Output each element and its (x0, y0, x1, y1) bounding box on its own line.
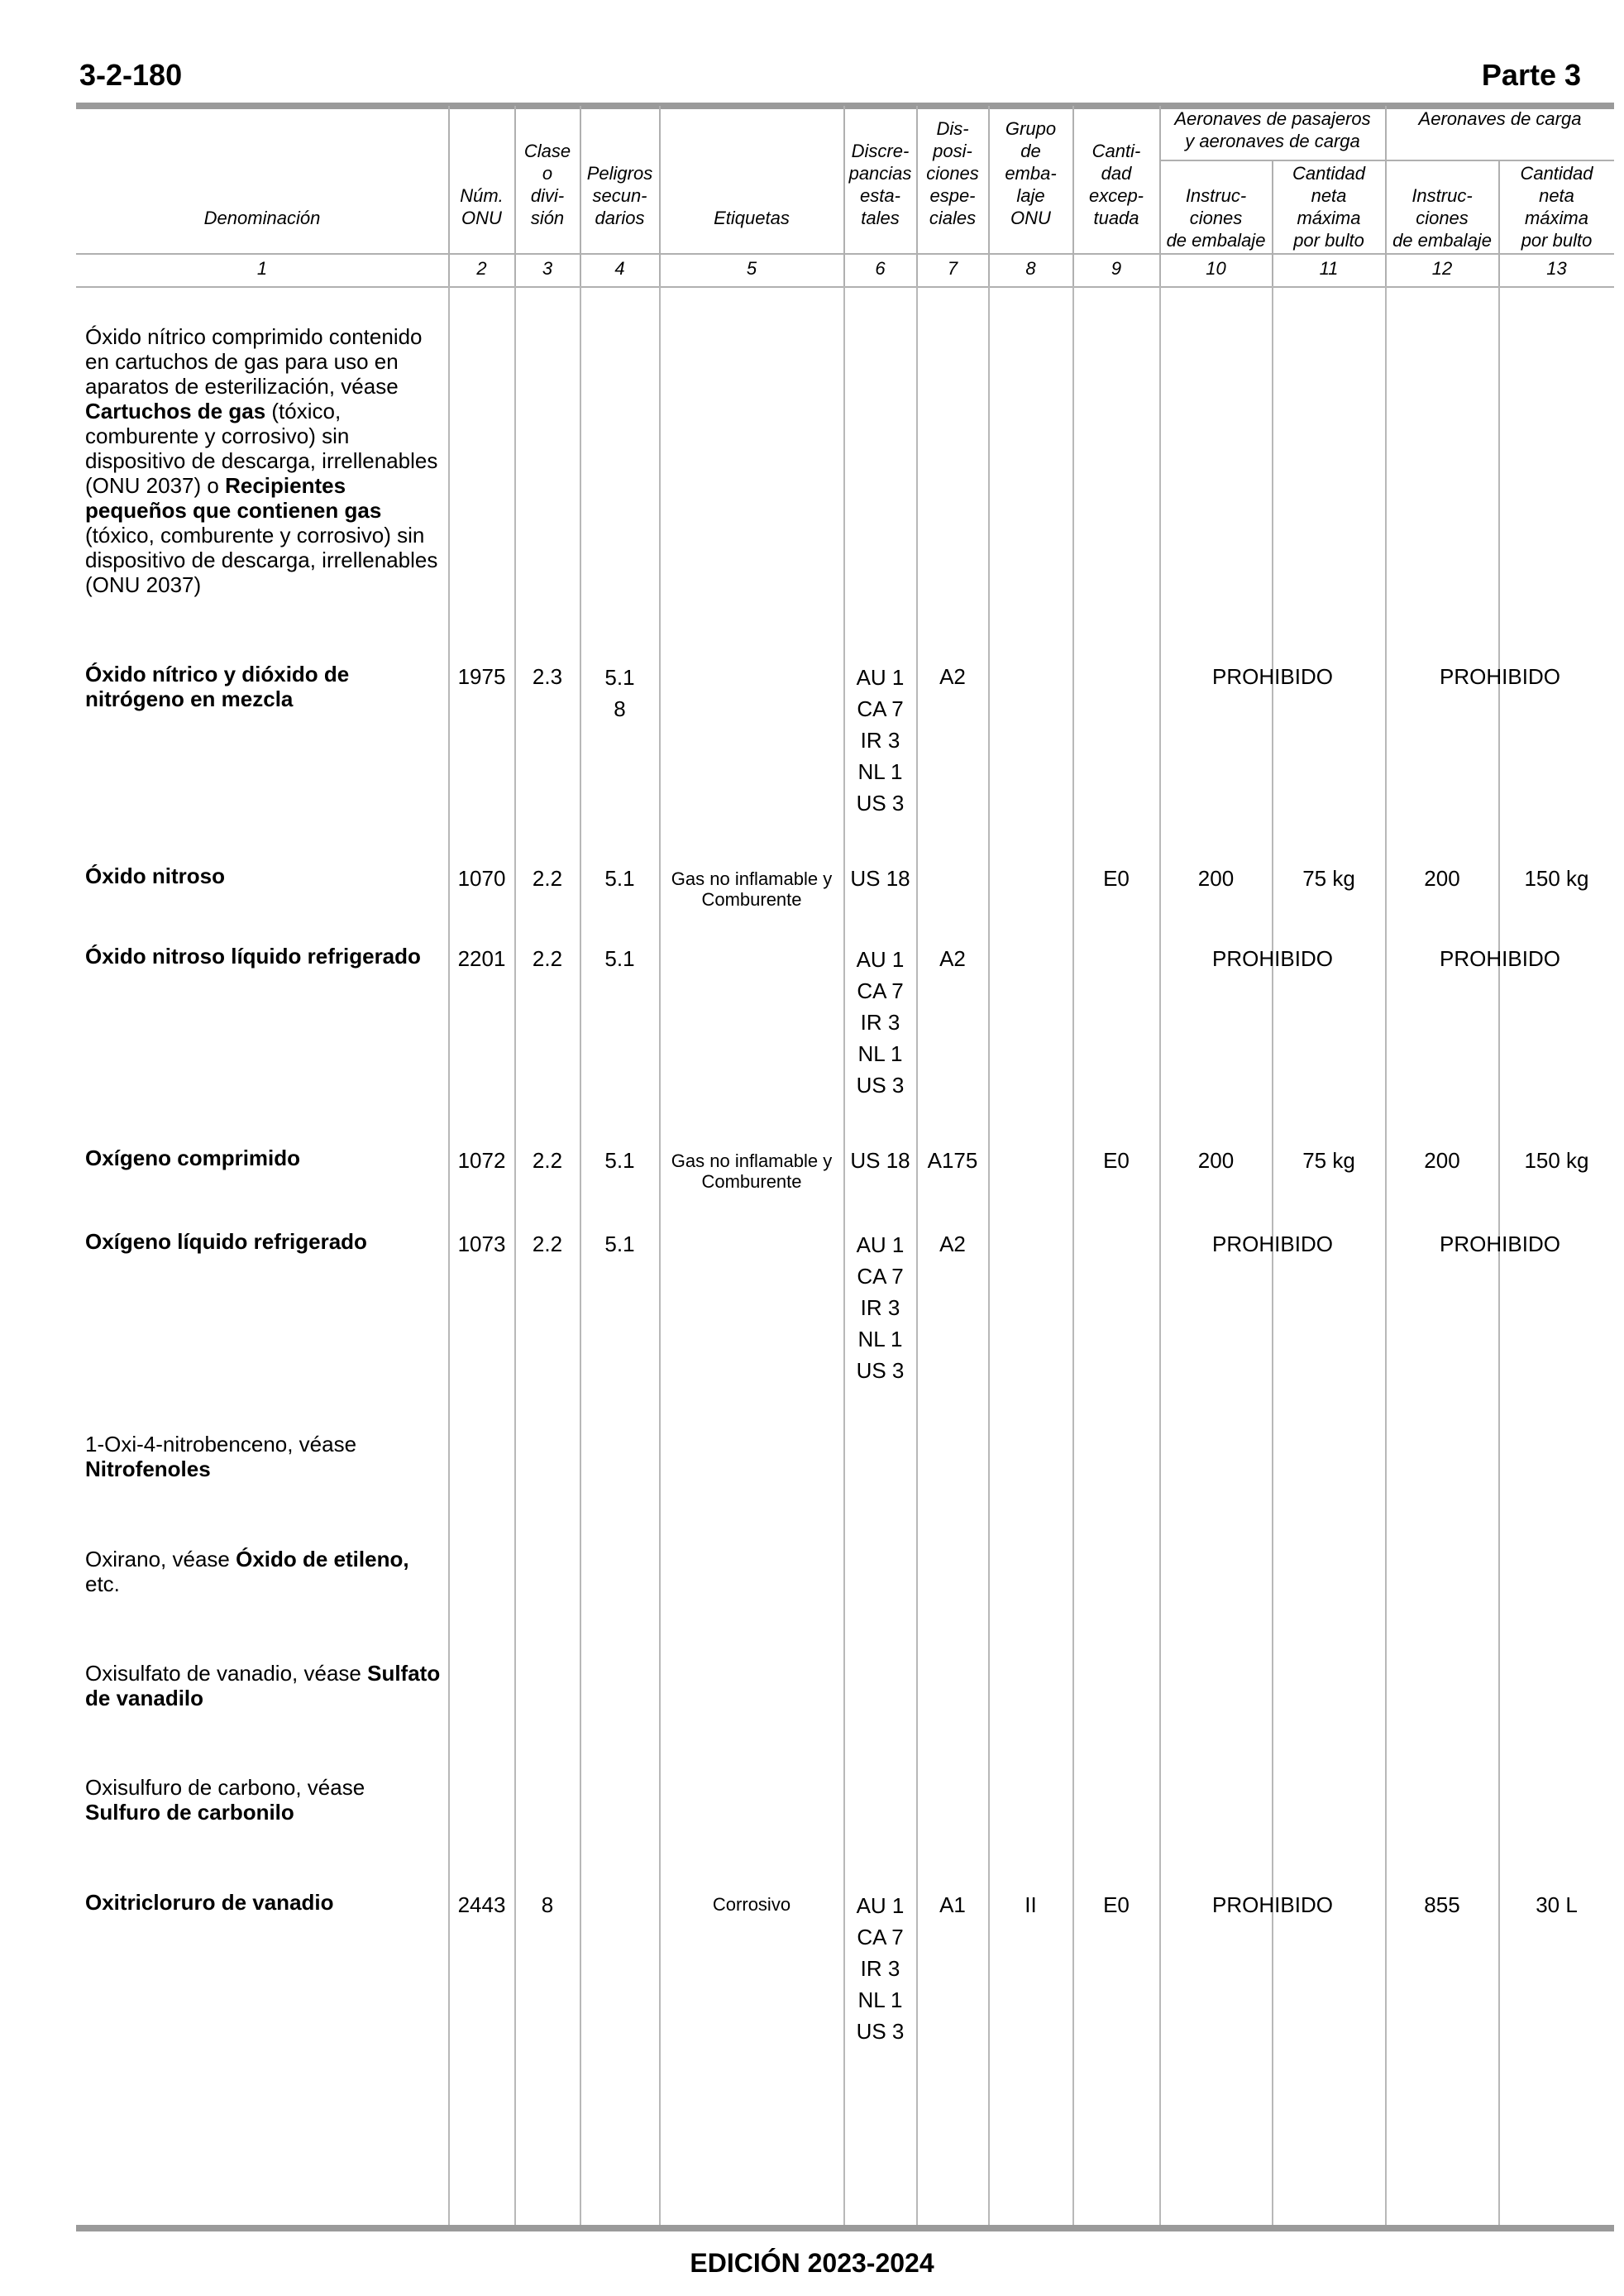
group-header-cargo-aircraft: Aeronaves de carga (1418, 108, 1582, 129)
column-number: 10 (1206, 258, 1226, 279)
column-header-subsidiary-hazards: Peligros secun- darios (586, 163, 653, 228)
state-variations: AU 1 CA 7 IR 3 NL 1 US 3 (856, 947, 905, 1098)
entry-name: 1-Oxi-4-nitrobenceno, véase Nitrofenoles (85, 1432, 357, 1481)
cargo-aircraft-status: PROHIBIDO (1440, 664, 1560, 689)
column-number: 11 (1319, 258, 1339, 279)
column-header-special-provisions: Dis- posi- ciones espe- ciales (926, 118, 979, 228)
entry-name: Oxirano, véase Óxido de etileno, etc. (85, 1547, 409, 1596)
passenger-packing-instruction: 200 (1197, 866, 1235, 891)
class-division: 2.2 (532, 866, 563, 891)
special-provisions: A2 (939, 946, 966, 971)
passenger-max-quantity: 75 kg (1302, 1148, 1355, 1173)
un-number: 1070 (457, 866, 506, 891)
entry-name: Óxido nítrico comprimido contenido en cartuchos de gas para uso en aparatos de esterilización, véase Cartuchos de gas (tóxico, comburente y corrosivo) sin dispositivo de descarga, irrellenables (ONU 2037) o Recipientes pequeños que contienen gas (tóxico, comburente y corrosivo) sin dispositivo de descarga, irrellenables (ONU 2037) (85, 324, 438, 597)
column-number: 2 (476, 258, 487, 279)
part-label: Parte 3 (1481, 58, 1581, 92)
entry-name: Oxisulfato de vanadio, véase Sulfato de vanadilo (85, 1661, 441, 1710)
column-number-divider (76, 286, 1614, 288)
un-number: 2201 (457, 946, 506, 971)
class-division: 8 (541, 1892, 554, 1917)
cargo-max-quantity: 150 kg (1524, 1148, 1589, 1173)
entry-name: Óxido nitroso (85, 863, 225, 888)
cargo-aircraft-status: PROHIBIDO (1440, 946, 1560, 971)
passenger-max-quantity: 75 kg (1302, 866, 1355, 891)
special-provisions: A175 (927, 1148, 978, 1173)
column-header-state-variations: Discre- pancias esta- tales (848, 141, 912, 228)
subsidiary-hazards: 5.1 (604, 1232, 635, 1256)
class-division: 2.3 (532, 664, 563, 689)
state-variations: US 18 (850, 1148, 910, 1173)
column-header-labels: Etiquetas (714, 208, 790, 228)
packing-group: II (1025, 1892, 1037, 1917)
column-number: 4 (614, 258, 625, 279)
cargo-packing-instruction: 855 (1424, 1892, 1460, 1917)
column-number: 3 (542, 258, 553, 279)
entry-name: Óxido nitroso líquido refrigerado (85, 944, 421, 969)
column-header-cargo-packing-instructions: Instruc- ciones de embalaje (1392, 185, 1492, 251)
column-number: 1 (256, 258, 268, 279)
excepted-quantity: E0 (1103, 1892, 1130, 1917)
excepted-quantity: E0 (1103, 1148, 1130, 1173)
body-col-divider (659, 286, 661, 2225)
column-number: 9 (1111, 258, 1122, 279)
un-number: 2443 (457, 1892, 506, 1917)
cargo-packing-instruction: 200 (1424, 1148, 1460, 1173)
entry-name: Oxígeno líquido refrigerado (85, 1229, 367, 1254)
special-provisions: A2 (939, 664, 966, 689)
class-division: 2.2 (532, 1148, 563, 1173)
state-variations: AU 1 CA 7 IR 3 NL 1 US 3 (856, 1893, 905, 2044)
column-header-cargo-max-quantity: Cantidad neta máxima por bulto (1520, 163, 1593, 251)
cargo-max-quantity: 30 L (1536, 1892, 1578, 1917)
passenger-aircraft-status: PROHIBIDO (1212, 1232, 1333, 1256)
excepted-quantity: E0 (1103, 866, 1130, 891)
column-number: 12 (1431, 258, 1453, 279)
subsidiary-hazards: 5.1 (604, 866, 635, 891)
column-header-un-number: Núm. ONU (460, 185, 504, 228)
un-number: 1975 (457, 664, 506, 689)
column-number: 8 (1025, 258, 1036, 279)
cargo-packing-instruction: 200 (1424, 866, 1460, 891)
column-header-passenger-packing-instructions: Instruc- ciones de embalaje (1166, 185, 1266, 251)
entry-name: Oxígeno comprimido (85, 1146, 301, 1170)
header-divider (76, 253, 1614, 255)
passenger-aircraft-status: PROHIBIDO (1212, 946, 1333, 971)
column-header-class: Clase o divi- sión (523, 141, 571, 228)
entry-name: Oxitricloruro de vanadio (85, 1890, 334, 1915)
passenger-aircraft-status: PROHIBIDO (1212, 664, 1333, 689)
hazard-labels: Gas no inflamable y Comburente (671, 1150, 833, 1192)
column-header-packing-group: Grupo de emba- laje ONU (1005, 118, 1057, 228)
un-number: 1072 (457, 1148, 506, 1173)
hazard-labels: Gas no inflamable y Comburente (671, 868, 833, 910)
table-bottom-rule (76, 2225, 1614, 2231)
subsidiary-hazards: 5.1 (604, 946, 635, 971)
body-col-divider (988, 286, 990, 2225)
entry-name: Oxisulfuro de carbono, véase Sulfuro de carbonilo (85, 1775, 365, 1825)
state-variations: AU 1 CA 7 IR 3 NL 1 US 3 (856, 665, 905, 816)
hazard-labels: Corrosivo (712, 1894, 791, 1915)
subsidiary-hazards: 5.1 8 (604, 665, 635, 721)
state-variations: AU 1 CA 7 IR 3 NL 1 US 3 (856, 1232, 905, 1383)
cargo-max-quantity: 150 kg (1524, 866, 1589, 891)
cargo-aircraft-status: PROHIBIDO (1440, 1232, 1560, 1256)
group-header-passenger-aircraft: Aeronaves de pasajeros y aeronaves de carga (1174, 108, 1371, 151)
special-provisions: A1 (939, 1892, 966, 1917)
edition-footer: EDICIÓN 2023-2024 (690, 2248, 934, 2278)
body-col-divider (1072, 286, 1074, 2225)
class-division: 2.2 (532, 946, 563, 971)
un-number: 1073 (457, 1232, 506, 1256)
column-number: 7 (947, 258, 958, 279)
passenger-aircraft-status: PROHIBIDO (1212, 1892, 1333, 1917)
column-header-passenger-max-quantity: Cantidad neta máxima por bulto (1292, 163, 1366, 251)
special-provisions: A2 (939, 1232, 966, 1256)
entry-name: Óxido nítrico y dióxido de nitrógeno en mezcla (85, 662, 350, 711)
column-header-excepted-quantity: Canti- dad excep- tuada (1088, 141, 1144, 228)
column-number: 6 (875, 258, 886, 279)
subsidiary-hazards: 5.1 (604, 1148, 635, 1173)
column-number: 5 (746, 258, 757, 279)
group-header-divider (1159, 160, 1614, 161)
column-number: 13 (1546, 258, 1567, 279)
page-number: 3-2-180 (79, 58, 183, 92)
state-variations: US 18 (850, 866, 910, 891)
passenger-packing-instruction: 200 (1197, 1148, 1235, 1173)
class-division: 2.2 (532, 1232, 563, 1256)
column-header-name: Denominación (203, 208, 321, 228)
